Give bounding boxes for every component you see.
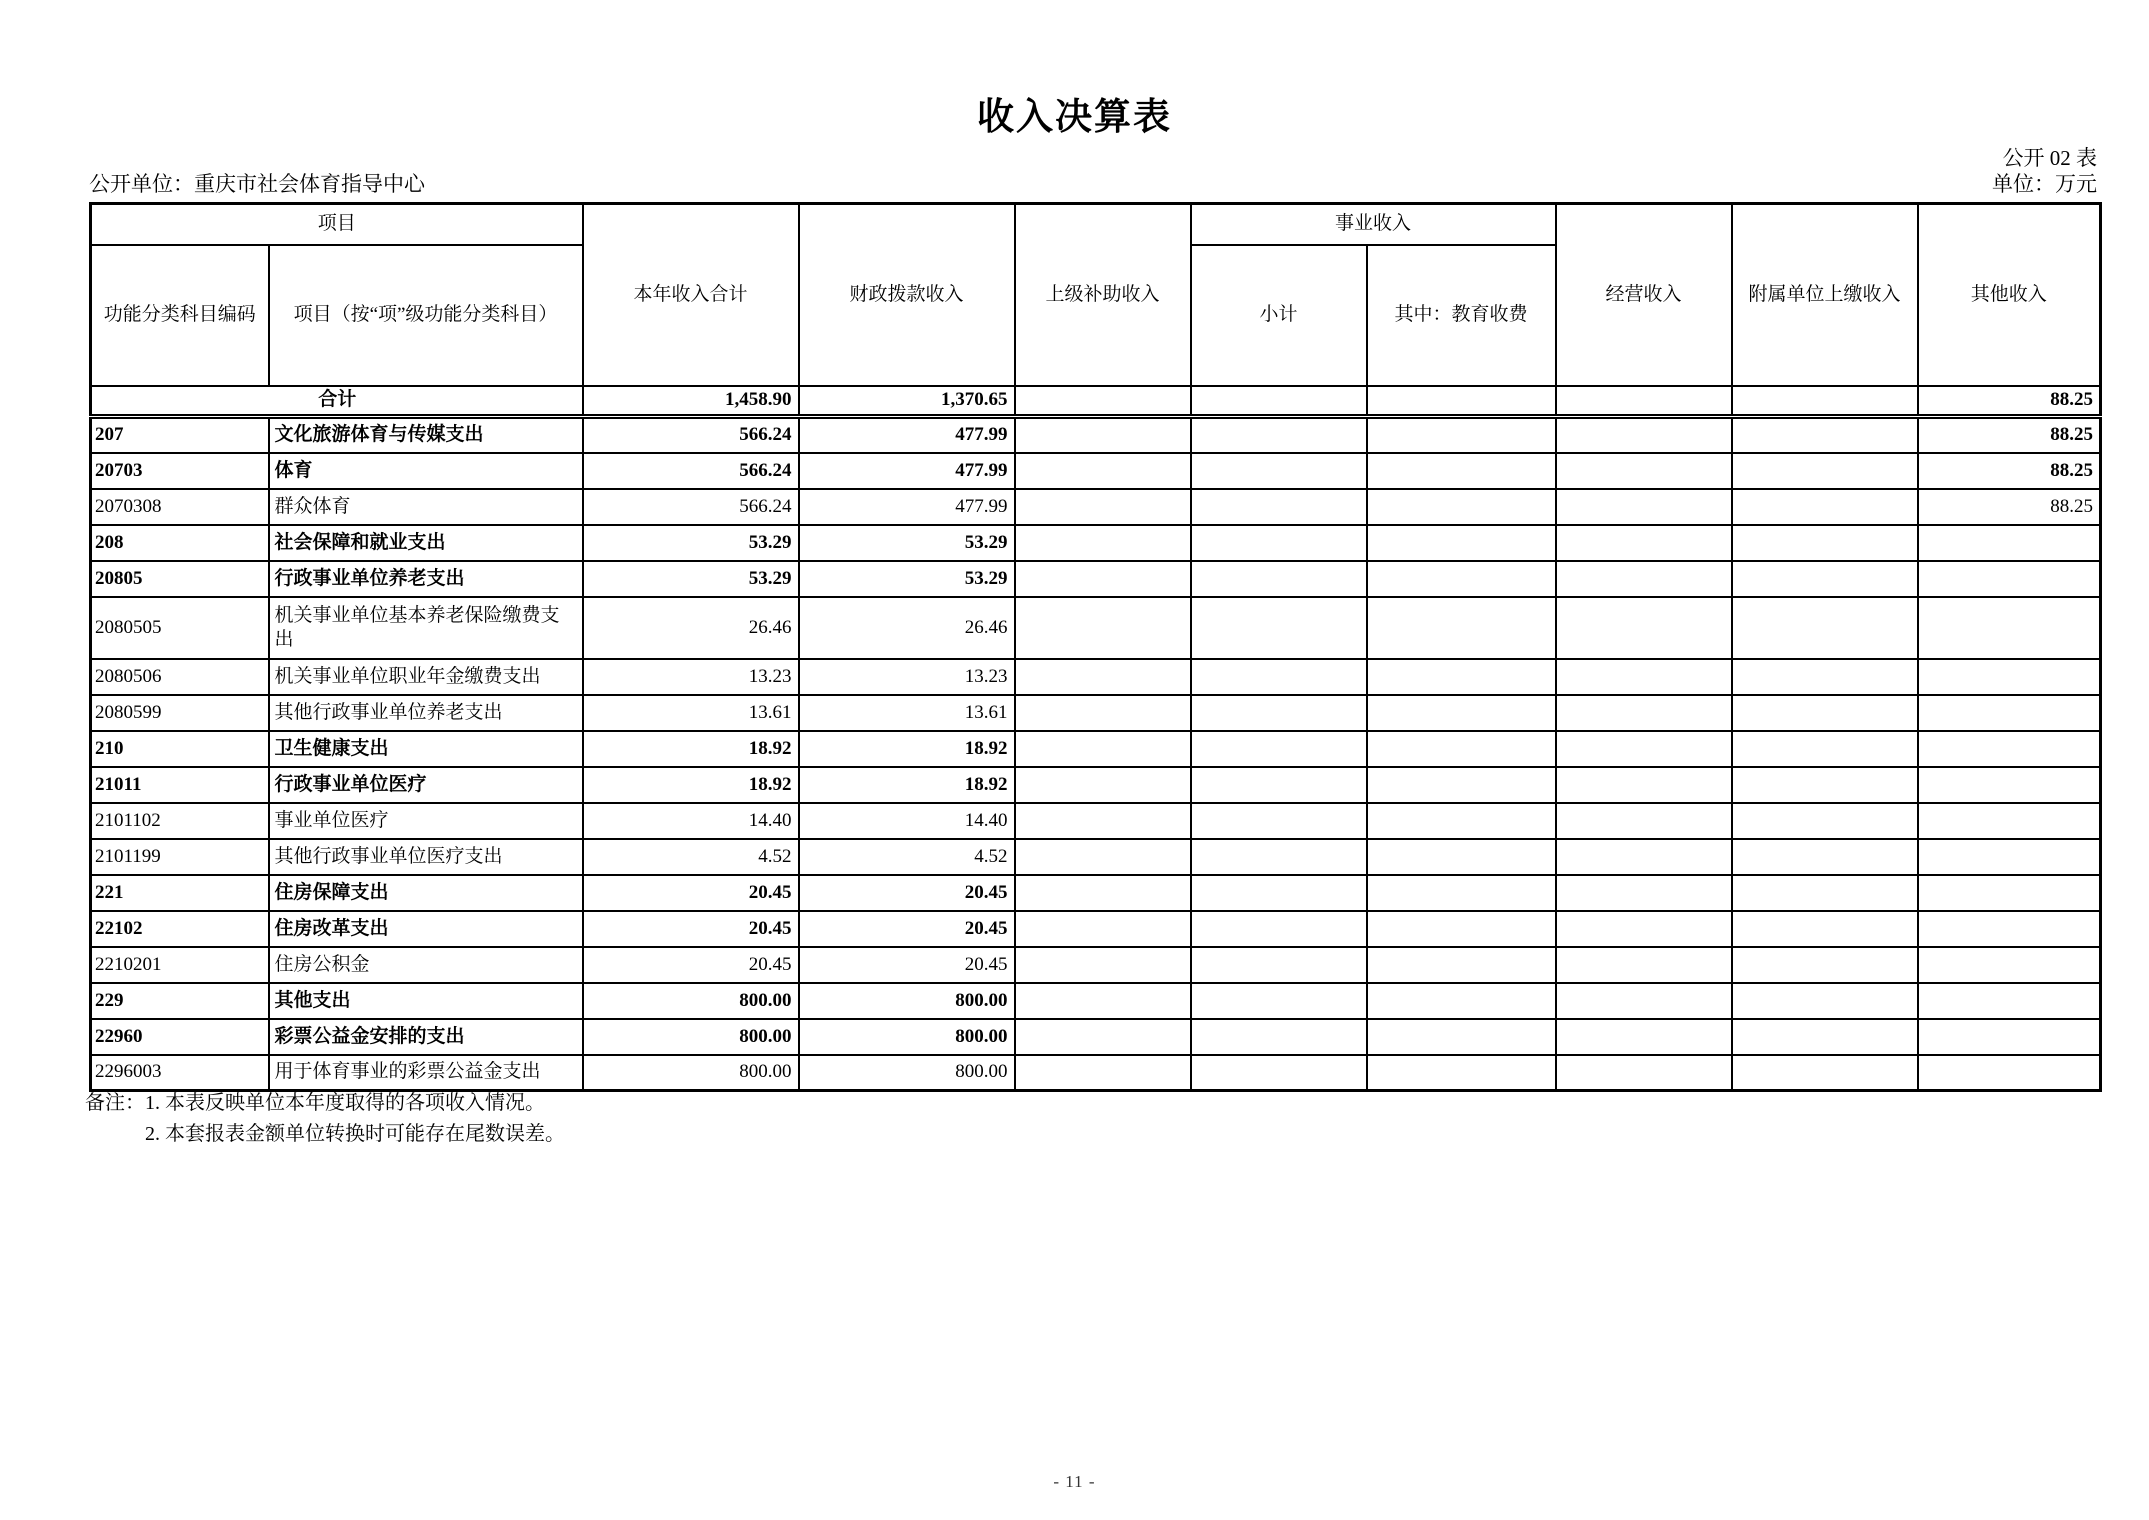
cell-superior	[1015, 911, 1191, 947]
cell-other	[1918, 911, 2101, 947]
cell-affiliated	[1732, 453, 1918, 489]
cell-subtotal	[1191, 659, 1367, 695]
cell-code: 22102	[91, 911, 269, 947]
cell-other	[1918, 1019, 2101, 1055]
cell-other: 88.25	[1918, 489, 2101, 525]
cell-total: 14.40	[583, 803, 799, 839]
cell-other	[1918, 597, 2101, 659]
cell-fiscal: 1,370.65	[799, 386, 1015, 417]
cell-subtotal	[1191, 597, 1367, 659]
cell-code: 2080599	[91, 695, 269, 731]
cell-edu	[1367, 1055, 1556, 1091]
header-fiscal-grant-income: 财政拨款收入	[799, 204, 1015, 386]
cell-operating	[1556, 875, 1732, 911]
cell-edu	[1367, 767, 1556, 803]
cell-fiscal: 14.40	[799, 803, 1015, 839]
header-project-group: 项目	[91, 204, 583, 245]
cell-operating	[1556, 386, 1732, 417]
cell-total: 18.92	[583, 731, 799, 767]
cell-fiscal: 477.99	[799, 489, 1015, 525]
cell-name: 行政事业单位养老支出	[269, 561, 583, 597]
cell-subtotal	[1191, 386, 1367, 417]
cell-affiliated	[1732, 911, 1918, 947]
cell-total: 566.24	[583, 453, 799, 489]
cell-subtotal	[1191, 695, 1367, 731]
header-total-income: 本年收入合计	[583, 204, 799, 386]
table-row	[91, 695, 2101, 731]
cell-edu	[1367, 695, 1556, 731]
cell-superior	[1015, 803, 1191, 839]
cell-superior	[1015, 659, 1191, 695]
cell-operating	[1556, 597, 1732, 659]
table-row	[91, 386, 2101, 417]
table-row	[91, 911, 2101, 947]
table-row	[91, 597, 2101, 659]
cell-other: 88.25	[1918, 386, 2101, 417]
cell-fiscal: 800.00	[799, 1055, 1015, 1091]
cell-other	[1918, 731, 2101, 767]
cell-superior	[1015, 947, 1191, 983]
cell-other	[1918, 839, 2101, 875]
cell-operating	[1556, 525, 1732, 561]
cell-total: 20.45	[583, 911, 799, 947]
cell-superior	[1015, 1055, 1191, 1091]
cell-other	[1918, 659, 2101, 695]
cell-subtotal	[1191, 875, 1367, 911]
cell-subtotal	[1191, 417, 1367, 453]
cell-operating	[1556, 839, 1732, 875]
cell-name: 住房保障支出	[269, 875, 583, 911]
cell-superior	[1015, 453, 1191, 489]
note-line: 2. 本套报表金额单位转换时可能存在尾数误差。	[145, 1123, 565, 1145]
cell-affiliated	[1732, 1019, 1918, 1055]
cell-name: 其他支出	[269, 983, 583, 1019]
cell-edu	[1367, 659, 1556, 695]
cell-affiliated	[1732, 875, 1918, 911]
cell-total: 13.61	[583, 695, 799, 731]
header-code: 功能分类科目编码	[91, 245, 269, 386]
cell-total: 566.24	[583, 489, 799, 525]
cell-affiliated	[1732, 659, 1918, 695]
cell-other	[1918, 767, 2101, 803]
cell-name: 其他行政事业单位医疗支出	[269, 839, 583, 875]
cell-subtotal	[1191, 911, 1367, 947]
cell-superior	[1015, 561, 1191, 597]
cell-name: 社会保障和就业支出	[269, 525, 583, 561]
cell-operating	[1556, 453, 1732, 489]
cell-name: 事业单位医疗	[269, 803, 583, 839]
cell-total: 20.45	[583, 875, 799, 911]
cell-edu	[1367, 561, 1556, 597]
cell-operating	[1556, 489, 1732, 525]
cell-subtotal	[1191, 453, 1367, 489]
cell-superior	[1015, 1019, 1191, 1055]
cell-code: 2070308	[91, 489, 269, 525]
cell-other	[1918, 1055, 2101, 1091]
cell-other	[1918, 561, 2101, 597]
cell-name: 机关事业单位职业年金缴费支出	[269, 659, 583, 695]
cell-operating	[1556, 767, 1732, 803]
cell-affiliated	[1732, 767, 1918, 803]
cell-code: 20703	[91, 453, 269, 489]
cell-total: 20.45	[583, 947, 799, 983]
header-education-fee: 其中：教育收费	[1367, 245, 1556, 386]
cell-superior	[1015, 525, 1191, 561]
cell-subtotal	[1191, 983, 1367, 1019]
cell-other	[1918, 875, 2101, 911]
cell-fiscal: 13.61	[799, 695, 1015, 731]
cell-subtotal	[1191, 561, 1367, 597]
table-header	[91, 204, 2101, 386]
cell-fiscal: 26.46	[799, 597, 1015, 659]
cell-edu	[1367, 911, 1556, 947]
cell-code: 2210201	[91, 947, 269, 983]
cell-total: 13.23	[583, 659, 799, 695]
table-row	[91, 983, 2101, 1019]
cell-affiliated	[1732, 731, 1918, 767]
cell-edu	[1367, 875, 1556, 911]
cell-name: 住房公积金	[269, 947, 583, 983]
header-other-income: 其他收入	[1918, 204, 2101, 386]
table-row	[91, 525, 2101, 561]
cell-subtotal	[1191, 489, 1367, 525]
cell-edu	[1367, 417, 1556, 453]
table-row	[91, 1055, 2101, 1091]
cell-fiscal: 53.29	[799, 525, 1015, 561]
cell-edu	[1367, 489, 1556, 525]
income-table	[89, 202, 2102, 1092]
cell-name: 彩票公益金安排的支出	[269, 1019, 583, 1055]
cell-edu	[1367, 453, 1556, 489]
cell-fiscal: 4.52	[799, 839, 1015, 875]
cell-edu	[1367, 803, 1556, 839]
table-row	[91, 767, 2101, 803]
cell-name: 行政事业单位医疗	[269, 767, 583, 803]
cell-operating	[1556, 659, 1732, 695]
cell-operating	[1556, 695, 1732, 731]
table-row	[91, 417, 2101, 453]
cell-fiscal: 53.29	[799, 561, 1015, 597]
cell-fiscal: 477.99	[799, 453, 1015, 489]
cell-edu	[1367, 947, 1556, 983]
cell-fiscal: 18.92	[799, 731, 1015, 767]
header-operating-income: 经营收入	[1556, 204, 1732, 386]
cell-affiliated	[1732, 839, 1918, 875]
cell-operating	[1556, 561, 1732, 597]
cell-edu	[1367, 597, 1556, 659]
cell-affiliated	[1732, 947, 1918, 983]
cell-code: 22960	[91, 1019, 269, 1055]
table-row	[91, 453, 2101, 489]
cell-affiliated	[1732, 489, 1918, 525]
cell-subtotal	[1191, 947, 1367, 983]
table-row	[91, 1019, 2101, 1055]
page-number: - 11 -	[1053, 1472, 1096, 1491]
cell-affiliated	[1732, 597, 1918, 659]
cell-affiliated	[1732, 561, 1918, 597]
cell-superior	[1015, 597, 1191, 659]
table-body	[91, 386, 2101, 1091]
cell-other: 88.25	[1918, 417, 2101, 453]
cell-other	[1918, 695, 2101, 731]
notes-label: 备注：	[85, 1092, 145, 1114]
table-row	[91, 947, 2101, 983]
cell-affiliated	[1732, 983, 1918, 1019]
cell-subtotal	[1191, 1019, 1367, 1055]
cell-superior	[1015, 386, 1191, 417]
cell-name: 住房改革支出	[269, 911, 583, 947]
cell-fiscal: 800.00	[799, 1019, 1015, 1055]
cell-operating	[1556, 983, 1732, 1019]
table-row	[91, 561, 2101, 597]
cell-total: 800.00	[583, 1055, 799, 1091]
cell-name: 机关事业单位基本养老保险缴费支出	[269, 597, 583, 659]
table-row	[91, 839, 2101, 875]
header-superior-subsidy-income: 上级补助收入	[1015, 204, 1191, 386]
cell-code: 210	[91, 731, 269, 767]
table-row	[91, 803, 2101, 839]
cell-name: 其他行政事业单位养老支出	[269, 695, 583, 731]
cell-superior	[1015, 695, 1191, 731]
cell-code: 221	[91, 875, 269, 911]
cell-superior	[1015, 875, 1191, 911]
cell-edu	[1367, 731, 1556, 767]
cell-fiscal: 20.45	[799, 911, 1015, 947]
cell-superior	[1015, 839, 1191, 875]
cell-affiliated	[1732, 525, 1918, 561]
cell-other	[1918, 803, 2101, 839]
cell-total: 800.00	[583, 983, 799, 1019]
cell-total: 53.29	[583, 561, 799, 597]
table-row	[91, 489, 2101, 525]
cell-other	[1918, 525, 2101, 561]
header-project-item: 项目（按“项”级功能分类科目）	[269, 245, 583, 386]
page-title: 收入决算表	[977, 97, 1172, 138]
cell-code: 2080506	[91, 659, 269, 695]
cell-affiliated	[1732, 695, 1918, 731]
cell-code: 2296003	[91, 1055, 269, 1091]
cell-superior	[1015, 731, 1191, 767]
cell-total: 4.52	[583, 839, 799, 875]
table-row	[91, 659, 2101, 695]
cell-operating	[1556, 1055, 1732, 1091]
cell-operating	[1556, 947, 1732, 983]
cell-superior	[1015, 417, 1191, 453]
org-label: 公开单位：重庆市社会体育指导中心	[89, 172, 425, 196]
cell-fiscal: 18.92	[799, 767, 1015, 803]
cell-subtotal	[1191, 803, 1367, 839]
cell-edu	[1367, 386, 1556, 417]
unit-label: 单位：万元	[1992, 172, 2097, 196]
cell-superior	[1015, 767, 1191, 803]
cell-affiliated	[1732, 386, 1918, 417]
cell-fiscal: 20.45	[799, 875, 1015, 911]
cell-total: 566.24	[583, 417, 799, 453]
table-row	[91, 731, 2101, 767]
cell-total: 53.29	[583, 525, 799, 561]
cell-total: 26.46	[583, 597, 799, 659]
cell-code: 2080505	[91, 597, 269, 659]
cell-subtotal	[1191, 767, 1367, 803]
cell-fiscal: 800.00	[799, 983, 1015, 1019]
cell-subtotal	[1191, 731, 1367, 767]
cell-code: 207	[91, 417, 269, 453]
header-affiliated-unit-income: 附属单位上缴收入	[1732, 204, 1918, 386]
cell-name: 用于体育事业的彩票公益金支出	[269, 1055, 583, 1091]
header-subtotal: 小计	[1191, 245, 1367, 386]
cell-code: 2101102	[91, 803, 269, 839]
cell-code: 20805	[91, 561, 269, 597]
cell-operating	[1556, 911, 1732, 947]
cell-total: 1,458.90	[583, 386, 799, 417]
cell-subtotal	[1191, 839, 1367, 875]
table-code-label: 公开 02 表	[2002, 146, 2097, 170]
cell-edu	[1367, 839, 1556, 875]
note-line: 1. 本表反映单位本年度取得的各项收入情况。	[145, 1092, 545, 1114]
cell-fiscal: 13.23	[799, 659, 1015, 695]
cell-affiliated	[1732, 1055, 1918, 1091]
cell-other	[1918, 983, 2101, 1019]
cell-name: 卫生健康支出	[269, 731, 583, 767]
cell-code: 2101199	[91, 839, 269, 875]
cell-superior	[1015, 489, 1191, 525]
cell-fiscal: 477.99	[799, 417, 1015, 453]
cell-edu	[1367, 1019, 1556, 1055]
cell-affiliated	[1732, 803, 1918, 839]
table-row	[91, 875, 2101, 911]
cell-operating	[1556, 803, 1732, 839]
cell-name: 合计	[91, 386, 583, 417]
cell-code: 208	[91, 525, 269, 561]
cell-total: 800.00	[583, 1019, 799, 1055]
cell-other: 88.25	[1918, 453, 2101, 489]
cell-superior	[1015, 983, 1191, 1019]
cell-name: 体育	[269, 453, 583, 489]
cell-code: 229	[91, 983, 269, 1019]
cell-subtotal	[1191, 525, 1367, 561]
cell-code: 21011	[91, 767, 269, 803]
header-business-income-group: 事业收入	[1191, 204, 1556, 245]
cell-name: 群众体育	[269, 489, 583, 525]
cell-edu	[1367, 983, 1556, 1019]
cell-subtotal	[1191, 1055, 1367, 1091]
cell-operating	[1556, 731, 1732, 767]
cell-operating	[1556, 417, 1732, 453]
cell-name: 文化旅游体育与传媒支出	[269, 417, 583, 453]
cell-affiliated	[1732, 417, 1918, 453]
cell-total: 18.92	[583, 767, 799, 803]
cell-edu	[1367, 525, 1556, 561]
cell-operating	[1556, 1019, 1732, 1055]
cell-other	[1918, 947, 2101, 983]
cell-fiscal: 20.45	[799, 947, 1015, 983]
notes	[85, 1088, 565, 1150]
